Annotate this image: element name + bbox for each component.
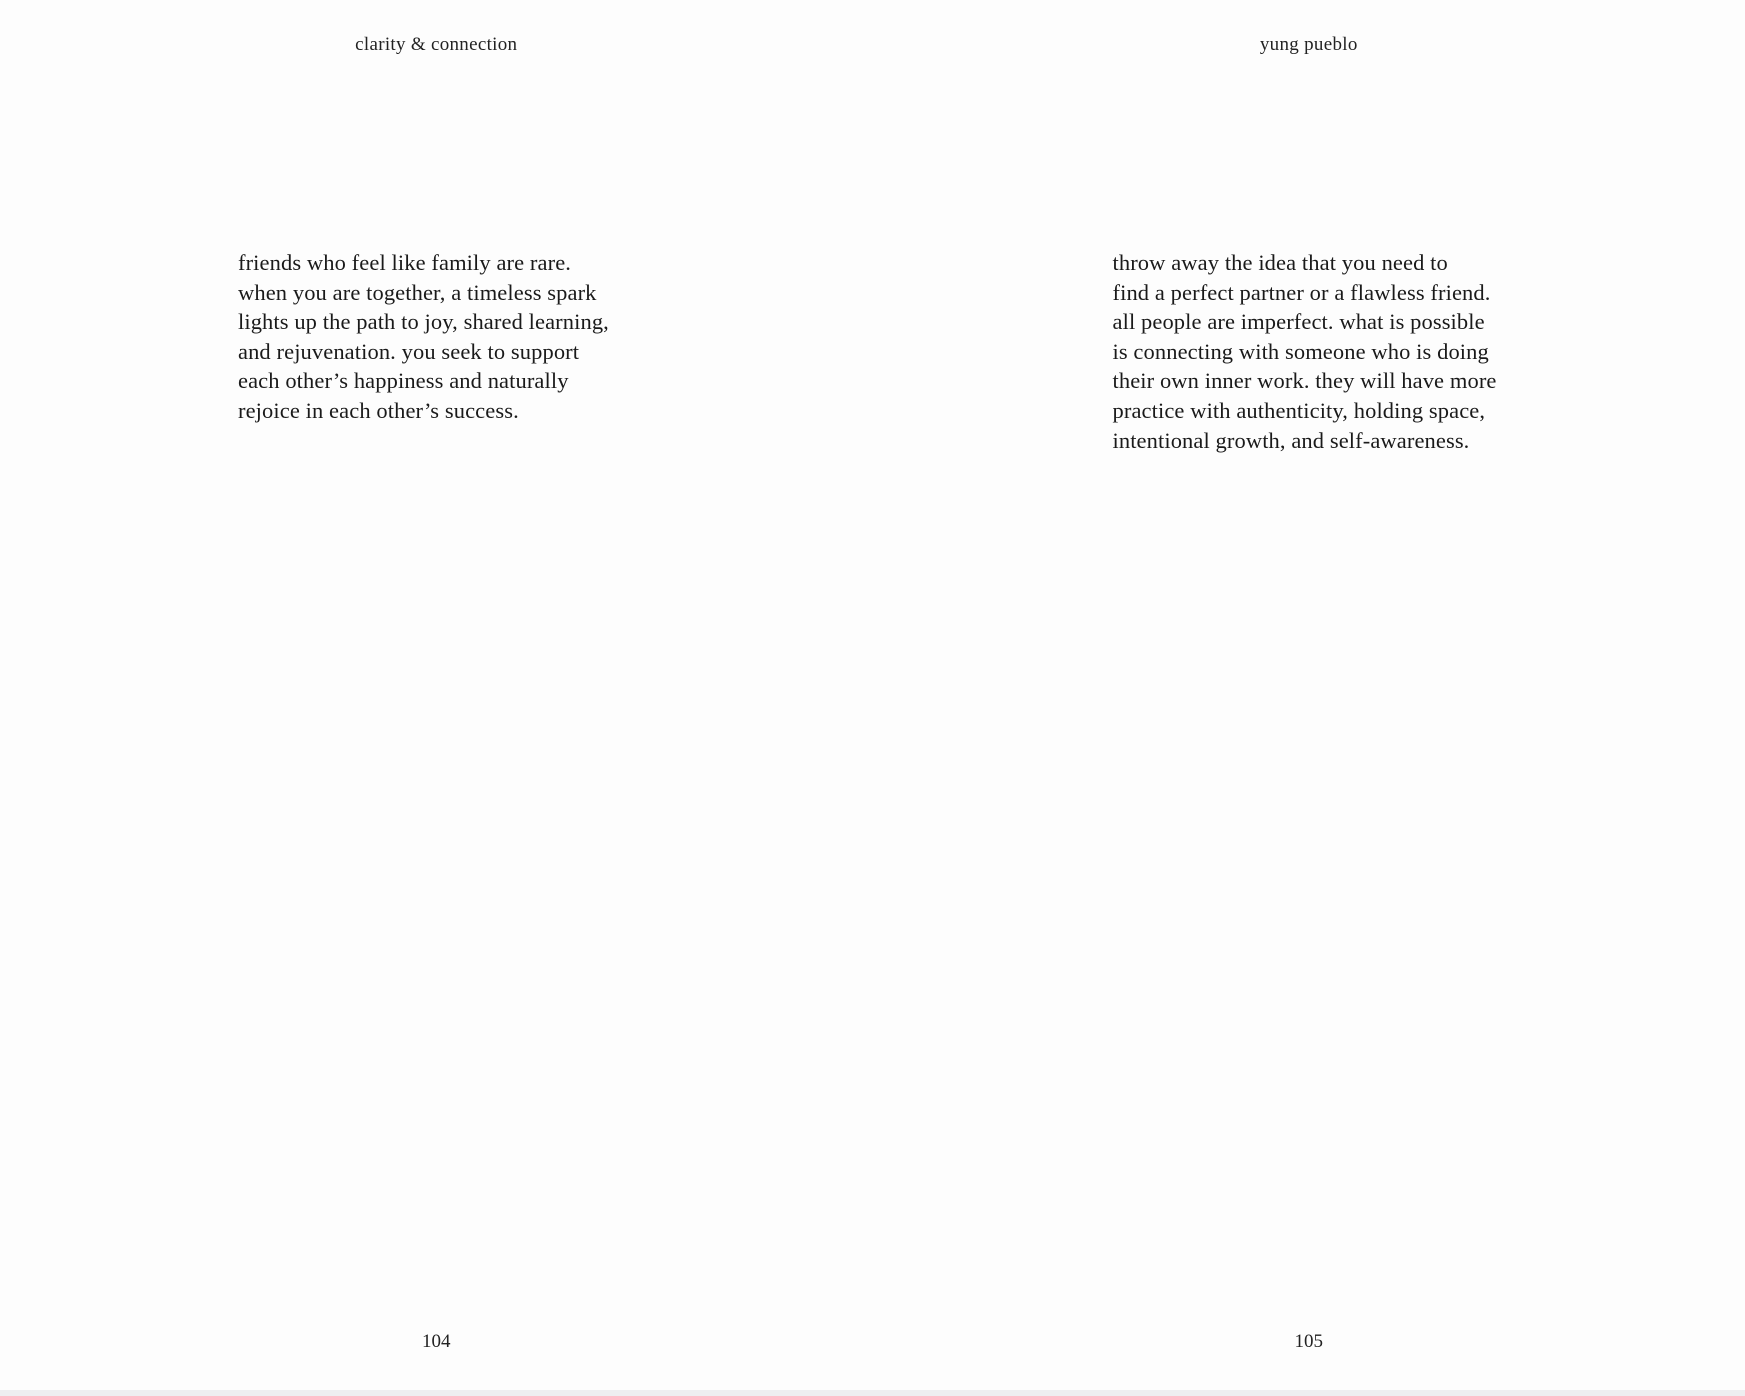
scan-edge-strip [0,1390,1745,1396]
page-number-right: 105 [1294,1331,1323,1352]
poem-text-left: friends who feel like family are rare. when you are together, a timeless spark lights up the path to joy, shared learning, and rejuvenation. you seek to support each other’s happiness and naturally rejoice in each other’s success. [238,250,609,423]
poem-text-right: throw away the idea that you need to find a perfect partner or a flawless friend. all people are imperfect. what is possible is connecting with someone who is doing their own inner work. they will have more practice with authenticity, holding space, intentional growth, and self-awareness. [1112,250,1497,453]
page-number-left: 104 [422,1331,451,1352]
running-header-left: clarity & connection [355,34,518,55]
running-header-right: yung pueblo [1259,34,1358,55]
right-page [873,0,1745,1396]
